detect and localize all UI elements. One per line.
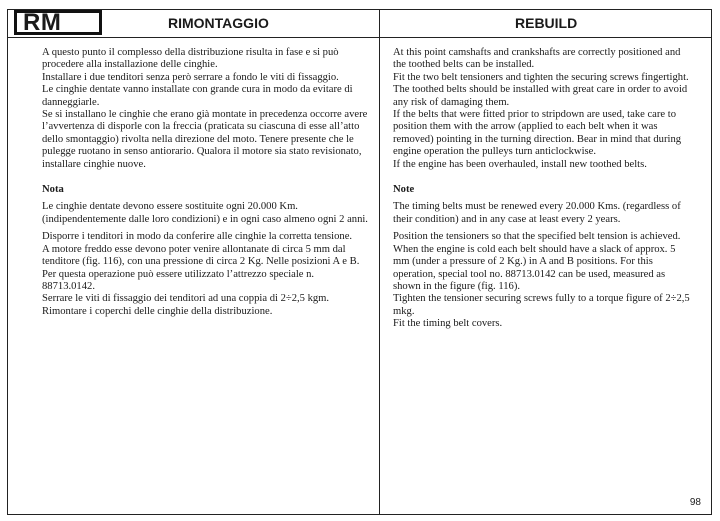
page-number: 98 xyxy=(689,497,701,508)
en-note-line: Position the tensioners so that the specified belt tension is achieved. When the engine is cold each belt should have a slack of approx. 5 mm (under a pressure of 2 Kg.) in A and B positions. For this operation, special tool no. 88713.0142 can be used, measured as shown in the figure (fig. 116). xyxy=(393,231,681,292)
column-divider xyxy=(379,10,380,514)
it-note-line: Rimontare i coperchi delle cinghie della distribuzione. xyxy=(42,305,273,317)
section-code-box: RM xyxy=(14,10,102,35)
en-intro-line: If the belts that were fitted prior to stripdown are used, take care to position them with the arrow (applied to each belt when it was removed) pointing in the turning direction. Bear in mind that during engine operation the pulleys turn anticlockwise. xyxy=(393,109,682,158)
it-intro-line: Installare i due tenditori senza però serrare a fondo le viti di fissaggio. xyxy=(42,71,339,83)
page-frame xyxy=(7,9,712,515)
it-intro-line: Se si installano le cinghie che erano già montate in precedenza occorre avere l’avvertenza di disporle con la freccia (praticata su ciascuna di esse all’atto dello smontaggio) rivolta nella direzione del moto. Tenere presente che le pulegge ruotano in senso antiorario. Qualora il motore sia stato revisionato, installare cinghie nuove. xyxy=(42,109,368,170)
en-note-line: Tighten the tensioner securing screws fully to a torque figure of 2÷2,5 mkg. xyxy=(393,293,690,317)
english-column xyxy=(393,47,693,331)
it-intro-line: Le cinghie dentate vanno installate con grande cura in modo da evitare di danneggiarle. xyxy=(42,84,353,108)
en-note-paragraph: The timing belts must be renewed every 20.000 Kms. (regardless of their condition) and in any case at least every 2 years. xyxy=(393,201,681,225)
italian-column xyxy=(42,47,368,318)
en-note-line: Fit the timing belt covers. xyxy=(393,318,503,330)
section-title-english: REBUILD xyxy=(515,15,578,31)
it-intro-line: A questo punto il complesso della distribuzione risulta in fase e si può procedere alla installazione delle cinghie. xyxy=(42,47,339,71)
page-header xyxy=(8,10,711,38)
en-intro-line: Fit the two belt tensioners and tighten the securing screws fingertight. xyxy=(393,71,689,83)
en-intro-line: At this point camshafts and crankshafts are correctly positioned and the toothed belts can be installed. xyxy=(393,47,681,71)
it-note-heading: Nota xyxy=(42,184,64,196)
it-note-paragraph: Le cinghie dentate devono essere sostituite ogni 20.000 Km. (indipendentemente dalle loro condizioni) e in ogni caso almeno ogni 2 anni. xyxy=(42,201,368,225)
it-note-line: A motore freddo esse devono poter venire allontanate di circa 5 mm dal tenditore (fig. 116), con una pressione di circa 2 Kg. Nelle posizioni A e B. Per questa operazione può essere utilizzato l’attrezzo speciale n. 88713.0142. xyxy=(42,243,360,292)
en-note-heading: Note xyxy=(393,184,415,196)
en-intro-line: The toothed belts should be installed with great care in order to avoid any risk of damaging them. xyxy=(393,84,688,108)
en-intro-line: If the engine has been overhauled, install new toothed belts. xyxy=(393,158,647,170)
section-title-italian: RIMONTAGGIO xyxy=(168,15,269,31)
it-note-line: Serrare le viti di fissaggio dei tenditori ad una coppia di 2÷2,5 kgm. xyxy=(42,293,330,305)
it-note-line: Disporre i tenditori in modo da conferire alle cinghie la corretta tensione. xyxy=(42,231,353,243)
